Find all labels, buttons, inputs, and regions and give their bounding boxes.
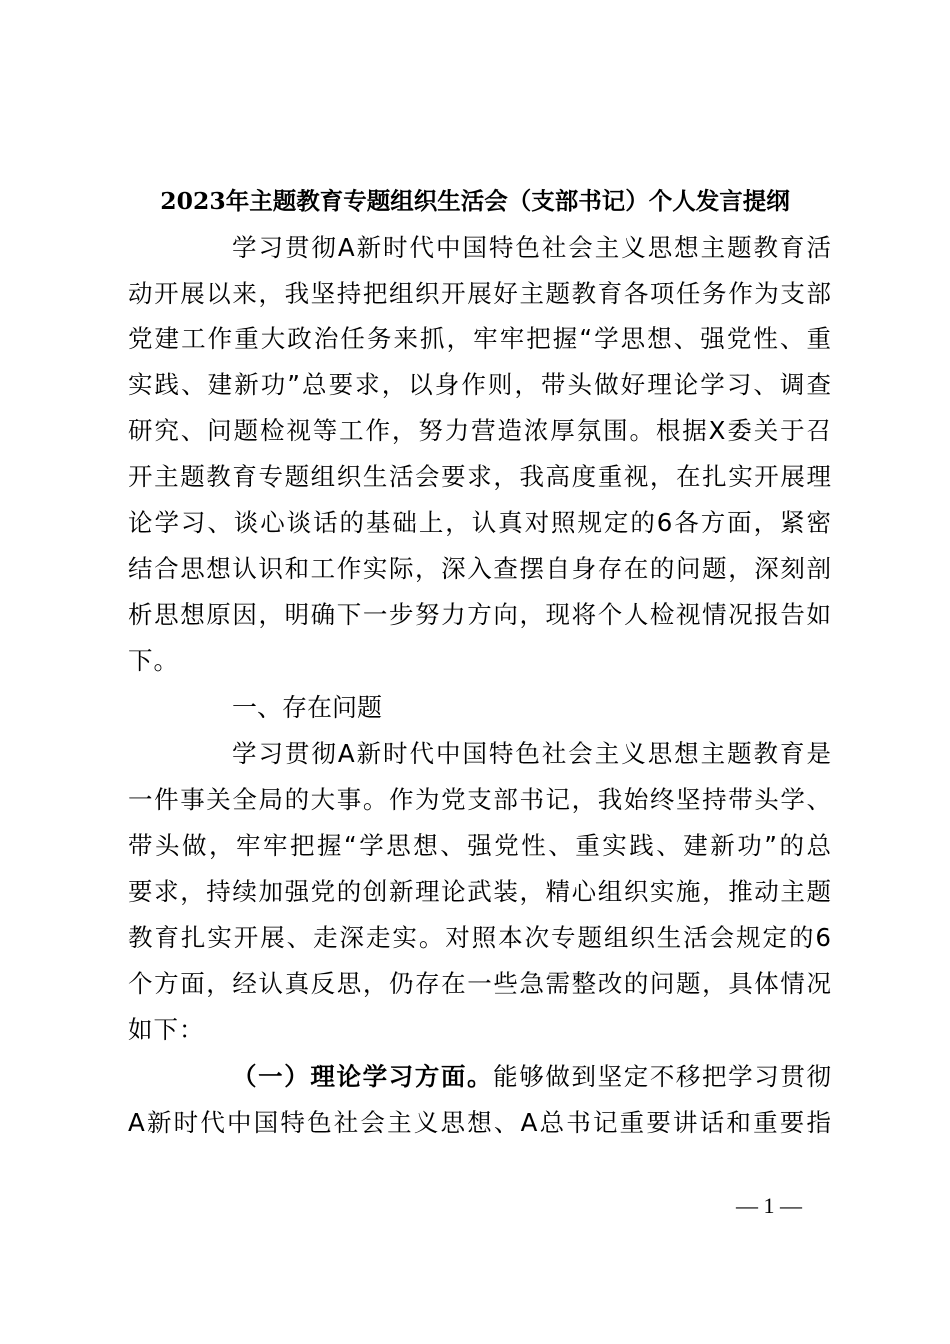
section-line-3: 带头做，牢牢把握“学思想、强党性、重实践、建新功”的总	[128, 831, 832, 860]
subsection-line-2: A新时代中国特色社会主义思想、A总书记重要讲话和重要指	[128, 1108, 832, 1137]
intro-line-5: 研究、问题检视等工作，努力营造浓厚氛围。根据X委关于召	[128, 416, 832, 445]
section-line-6: 个方面，经认真反思，仍存在一些急需整改的问题，具体情况	[128, 969, 832, 998]
section-line-1: 学习贯彻A新时代中国特色社会主义思想主题教育是	[232, 739, 832, 768]
document-title: 2023年主题教育专题组织生活会（支部书记）个人发言提纲	[160, 187, 790, 215]
subsection-line-1-rest: 能够做到坚定不移把学习贯彻	[493, 1062, 833, 1091]
intro-line-8: 结合思想认识和工作实际，深入查摆自身存在的问题，深刻剖	[128, 554, 832, 583]
section-line-2: 一件事关全局的大事。作为党支部书记，我始终坚持带头学、	[128, 785, 832, 814]
intro-line-3: 党建工作重大政治任务来抓，牢牢把握“学思想、强党性、重	[128, 324, 832, 353]
intro-line-7: 论学习、谈心谈话的基础上，认真对照规定的6各方面，紧密	[128, 508, 832, 537]
subsection-line-1	[232, 1061, 832, 1093]
subsection-lead: （一）理论学习方面。	[232, 1062, 494, 1091]
intro-line-1: 学习贯彻A新时代中国特色社会主义思想主题教育活	[232, 233, 832, 262]
intro-line-2: 动开展以来，我坚持把组织开展好主题教育各项任务作为支部	[128, 279, 832, 308]
intro-line-9: 析思想原因，明确下一步努力方向，现将个人检视情况报告如	[128, 600, 832, 629]
section-heading: 一、存在问题	[232, 693, 383, 722]
intro-line-6: 开主题教育专题组织生活会要求，我高度重视，在扎实开展理	[128, 462, 832, 491]
intro-line-4: 实践、建新功”总要求，以身作则，带头做好理论学习、调查	[128, 370, 832, 399]
section-line-5: 教育扎实开展、走深走实。对照本次专题组织生活会规定的6	[128, 923, 832, 952]
section-line-4: 要求，持续加强党的创新理论武装，精心组织实施，推动主题	[128, 877, 832, 906]
intro-line-10: 下。	[128, 646, 179, 675]
section-line-7: 如下：	[128, 1015, 205, 1044]
page-number: — 1 —	[736, 1193, 802, 1218]
